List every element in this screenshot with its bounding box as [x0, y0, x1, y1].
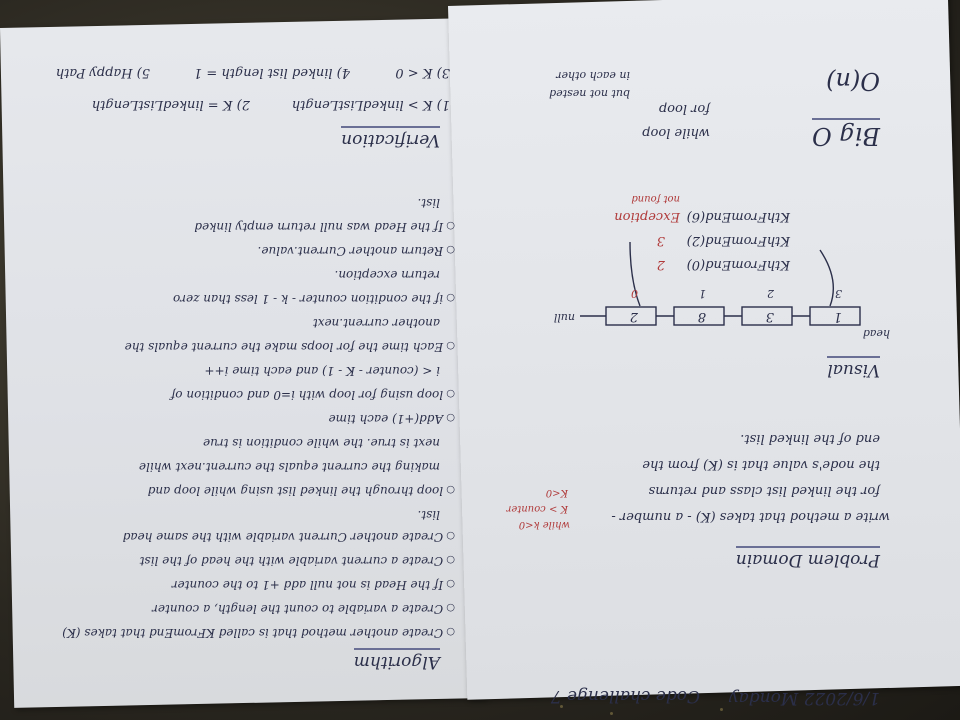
node-value: 8: [697, 309, 706, 324]
call-line: KthFromEnd(0): [686, 257, 790, 272]
null-label: null: [553, 311, 575, 324]
call-result: 2: [656, 257, 665, 272]
note-red: K<0: [545, 487, 568, 498]
algorithm-step: ○ if the condition counter - k - 1 less than zero: [173, 292, 455, 306]
node-index: 0: [631, 287, 638, 300]
verification-item: 3) K < 0: [395, 65, 450, 80]
algorithm-step: ○ loop using for loop with i=0 and condition of: [171, 388, 455, 402]
algorithm-step: ○ Create another method that is called KFromEnd that takes (K): [62, 626, 455, 640]
algorithm-step: ○ loop through the linked list using while loop and: [148, 484, 455, 498]
algorithm-step: ○ Create a variable to count the length, a counter: [152, 602, 455, 616]
algorithm-step: ○ If the Head was null return empty linked: [194, 220, 455, 234]
note-red: while k<0: [518, 519, 570, 530]
verification-item: 4) linked list length = 1: [193, 65, 350, 80]
note-red: K > counter: [506, 503, 568, 514]
node-value: 1: [833, 309, 842, 324]
linked-list-diagram: [490, 0, 960, 720]
not-found-note: not found: [631, 193, 680, 204]
big-o-note: in each other: [556, 69, 630, 82]
head-label: head: [862, 327, 890, 340]
verification-item: 1) K > linkedListLength: [291, 97, 450, 112]
problem-domain-line: end of the linked list.: [740, 431, 880, 446]
verification-item: 5) Happy Path: [55, 65, 150, 80]
verification-heading: Verification: [341, 126, 440, 150]
problem-domain-line: for the linked list class and returns: [648, 483, 880, 498]
big-o-expression: O(n): [826, 67, 880, 95]
algorithm-step: ○ Return another Current.value.: [258, 244, 455, 258]
algorithm-step: next is true. the while condition is true: [203, 436, 440, 450]
problem-domain-line: the node's value that is (K) from the: [642, 457, 880, 472]
node-index: 3: [835, 287, 842, 300]
algorithm-step: ○ Each time the for loops make the current equals the: [125, 340, 455, 354]
algorithm-step: ○ Create another Current variable with the same head: [123, 530, 455, 544]
node-value: 2: [629, 309, 638, 324]
verification-item: 2) K = linkedListLength: [91, 97, 250, 112]
node-index: 2: [767, 287, 774, 300]
call-result: 3: [656, 233, 665, 248]
algorithm-step: making the current equals the current.next while: [138, 460, 440, 474]
header-date: 1/6/2022 Monday: [729, 688, 880, 708]
algorithm-step: ○ Create a current variable with the head of the list: [140, 554, 455, 568]
algorithm-step: another current.next: [312, 316, 440, 330]
algorithm-step: ○ Add(+1) each time: [329, 412, 455, 426]
visual-heading: Visual: [827, 356, 880, 380]
algorithm-step: list.: [417, 508, 440, 522]
algorithm-step: list.: [417, 196, 440, 210]
node-value: 3: [765, 309, 774, 324]
arrow: [820, 250, 833, 306]
big-o-note: for loop: [658, 101, 710, 116]
call-result: Exception: [614, 209, 680, 224]
call-line: KthFromEnd(2): [686, 233, 790, 248]
big-o-heading: Big O: [812, 118, 880, 150]
call-line: KthFromEnd(6): [686, 209, 790, 224]
algorithm-heading: Algorithm: [354, 648, 440, 672]
algorithm-step: i < (counter - K - 1) and each time i++: [204, 364, 440, 378]
header-title: Code challenge 7: [550, 686, 700, 706]
big-o-note: while loop: [642, 125, 710, 140]
algorithm-step: return exception.: [334, 268, 440, 282]
node-index: 1: [699, 287, 706, 300]
big-o-note: but not nested: [549, 87, 630, 100]
algorithm-step: ○ If the Head is not null add +1 to the counter: [172, 578, 455, 592]
problem-domain-line: write a method that takes (K) - a number -: [611, 509, 890, 524]
problem-domain-heading: Problem Domain: [736, 546, 880, 570]
